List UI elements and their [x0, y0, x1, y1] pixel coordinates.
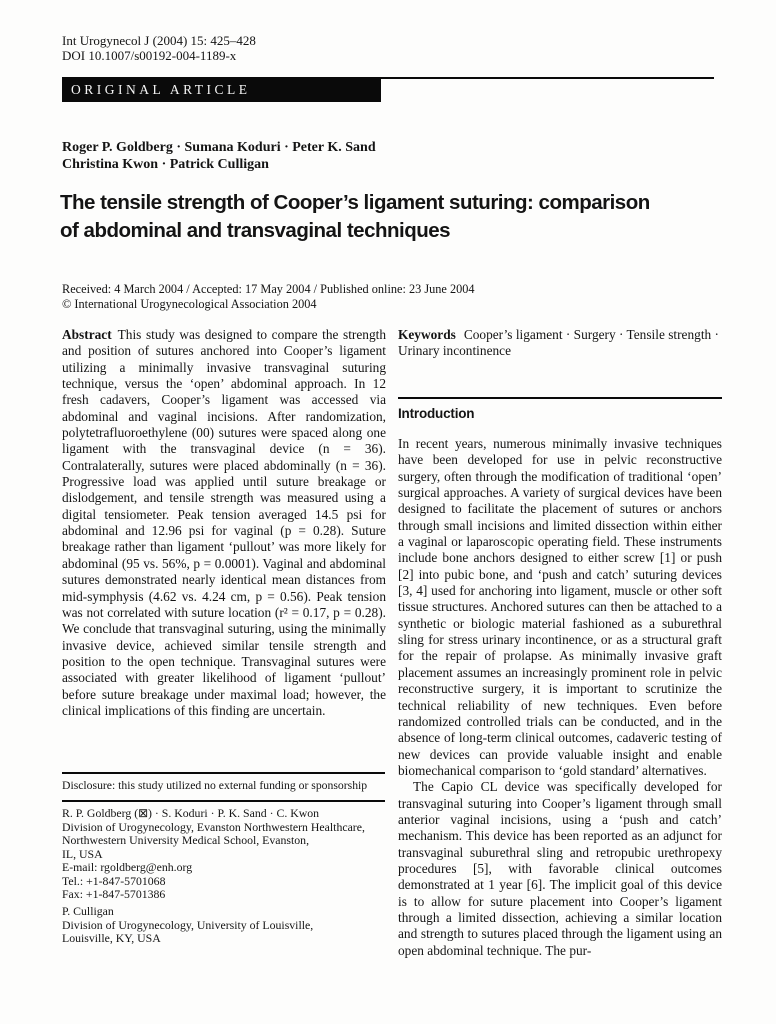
correspondence-tel: Tel.: +1-847-5701068: [62, 873, 166, 888]
author-list: [62, 140, 376, 173]
journal-citation-block: [62, 33, 256, 63]
correspondence-affiliation-3: IL, USA: [62, 846, 103, 861]
second-author-affiliation-block: [62, 905, 392, 946]
disclosure-top-rule: [62, 772, 385, 774]
keywords-label: Keywords: [398, 327, 456, 342]
received-accepted-line: Received: 4 March 2004 / Accepted: 17 May 2004 / Published online: 23 June 2004: [62, 282, 475, 296]
title-line-1: The tensile strength of Cooper’s ligament suturing: comparison: [60, 191, 650, 214]
keywords-section: [398, 327, 722, 360]
abstract-text: This study was designed to compare the strength and position of sutures anchored into Cooper’s ligament utilizing a minimally invasive transvaginal suturing technique, versus the ‘open’ abdominal approach. In 12 fresh cadavers, Cooper’s ligament was accessed via abdominal and vaginal incisions. After randomization, polytetrafluoroethylene (00) sutures were spaced along one ligament with the transvaginal device (n = 36). Contralaterally, sutures were placed abdominally (n = 36). Progressive load was applied until suture breakage or dislodgement, and tensile strength was measured using a digital tensiometer. Peak tension averaged 14.5 psi for abdominal and 12.96 psi for vaginal (p = 0.28). Suture breakage rather than ligament ‘pullout’ was more likely for abdominal (95 vs. 56%, p = 0.0001). Vaginal and abdominal sutures demonstrated nearly identical mean distances from mid-symphysis (4.62 vs. 4.24 cm, p = 0.56). Peak tension was not correlated with suture location (r² = 0.17, p = 0.28). We conclude that transvaginal suturing, using the minimally invasive device, achieved similar tensile strength and position to the open technique. Transvaginal sutures were associated with greater likelihood of ligament ‘pullout’ before suture breakage under maximal load; however, the clinical implications of this finding are uncertain.: [62, 327, 386, 718]
publication-history: [62, 282, 475, 311]
authors-line-2: Christina Kwon · Patrick Culligan: [62, 156, 269, 172]
correspondence-authors: R. P. Goldberg (⊠) · S. Koduri · P. K. Sand · C. Kwon: [62, 806, 320, 820]
copyright-line: © International Urogynecological Association 2004: [62, 296, 317, 311]
disclosure-bottom-rule: [62, 800, 385, 802]
article-type-label: ORIGINAL ARTICLE: [71, 81, 251, 97]
title-line-2: of abdominal and transvaginal techniques: [60, 218, 451, 242]
second-author-name: P. Culligan: [62, 904, 114, 918]
disclosure-note: Disclosure: this study utilized no external funding or sponsorship: [62, 779, 368, 792]
article-title: [60, 189, 710, 244]
correspondence-fax: Fax: +1-847-5701386: [62, 887, 166, 901]
second-author-affiliation-2: Louisville, KY, USA: [62, 931, 161, 945]
introduction-heading: Introduction: [398, 406, 475, 421]
introduction-body: [398, 436, 722, 959]
abstract-section: [62, 327, 386, 719]
correspondence-affiliation-1: Division of Urogynecology, Evanston Northwestern Healthcare,: [62, 819, 365, 834]
correspondence-block: [62, 807, 392, 902]
second-author-affiliation-1: Division of Urogynecology, University of Louisville,: [62, 917, 314, 932]
introduction-top-rule: [398, 397, 722, 399]
correspondence-affiliation-2: Northwestern University Medical School, Evanston,: [62, 833, 310, 847]
keywords-text: Cooper’s ligament · Surgery · Tensile strength · Urinary incontinence: [398, 327, 719, 359]
introduction-paragraph-1: In recent years, numerous minimally invasive techniques have been developed for use in pelvic reconstructive surgery, often through the modification of traditional ‘open’ surgical approaches. A variety of surgical devices have been designed to facilitate the placement of sutures or anchors through small incisions and limited dissection within either a vaginal or laparoscopic operating field. These instruments include bone anchors designed to either screw [1] or push [2] into pubic bone, and ‘push and catch’ suturing devices [3, 4] used for anchoring into ligament, muscle or other soft tissue structures. Anchored sutures can then be attached to a synthetic or biologic material fashioned as a suburethral sling for stress urinary incontinence, or as a structural graft for the repair of prolapse. As minimally invasive graft placement assumes an increasingly prominent role in pelvic reconstructive surgery, it is important to scrutinize the technical reliability of new techniques. Even before randomized controlled trials can be conducted, and in the absence of long-term clinical outcomes, cadaveric testing of new devices can provide valuable insight and enable biomechanical comparison to ‘gold standard’ alternatives.: [398, 436, 722, 778]
authors-line-1: Roger P. Goldberg · Sumana Koduri · Peter K. Sand: [62, 140, 376, 155]
doi-line: DOI 10.1007/s00192-004-1189-x: [62, 48, 237, 63]
abstract-label: Abstract: [62, 327, 112, 342]
article-type-banner: [62, 77, 381, 102]
introduction-paragraph-2: The Capio CL device was specifically developed for transvaginal suturing into Cooper’s ligament through small anterior vaginal incisions, using a ‘push and catch’ mechanism. This device has been reported as an adjunct for transvaginal suburethral sling and retropubic urethropexy procedures [5], with favorable clinical outcomes demonstrated at 1 year [6]. The implicit goal of this device is to allow for suture placement into Cooper’s ligament through a limited dissection, achieving a similar location and strength to sutures placed through the ligament using an open abdominal technique. The pur-: [398, 779, 722, 958]
journal-volume-line: Int Urogynecol J (2004) 15: 425–428: [62, 33, 256, 48]
correspondence-email: E-mail: rgoldberg@enh.org: [62, 860, 193, 874]
